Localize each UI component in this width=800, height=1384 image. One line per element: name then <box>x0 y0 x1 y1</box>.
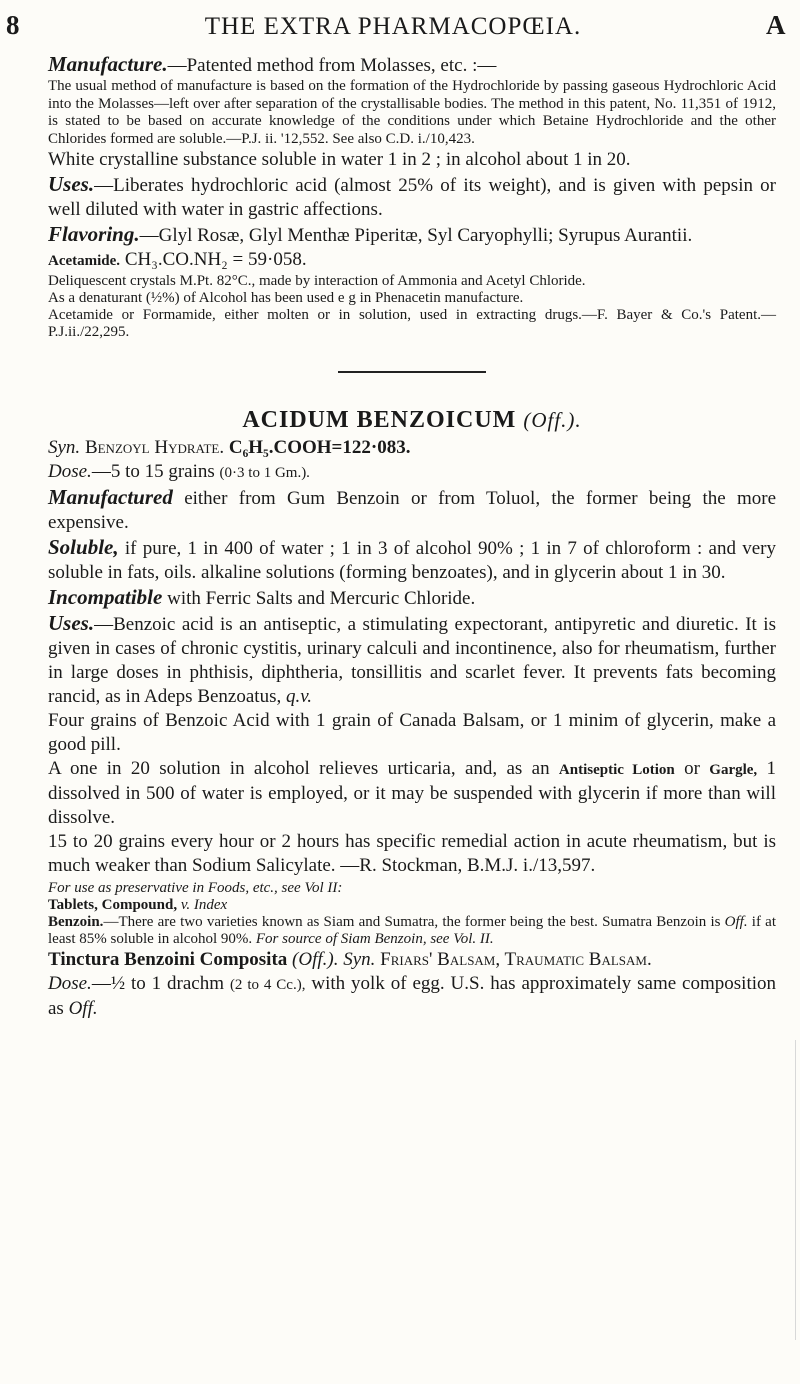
tinctura-dose-metric: (2 to 4 Cc.), <box>229 977 306 993</box>
tinctura-dose-text: —½ to 1 drachm <box>91 973 225 994</box>
acetamide-header <box>48 248 776 273</box>
tinctura-bold: Tinctura Benzoini Composita <box>48 949 288 970</box>
lotion-post: 1 dissolved in 500 of water is employed, or it may be suspended with glycerin if more than will dissolve. <box>48 758 777 828</box>
tablets-paragraph <box>48 897 776 914</box>
tablets-text: v. <box>180 897 191 913</box>
rheum-paragraph: 15 to 20 grains every hour or 2 hours has specific remedial action in acute rheumatism, but is much weaker than Sodium Salicylate. —R. Stockman, B.M.J. i./13,597. <box>48 831 776 876</box>
lotion-or: or <box>684 758 700 779</box>
uses-acid-heading: Uses. <box>48 611 95 635</box>
page-edge-line <box>795 1040 796 1340</box>
running-title: THE EXTRA PHARMACOPŒIA. <box>204 13 582 40</box>
incompatible-paragraph <box>48 585 776 611</box>
page-number: 8 <box>6 10 20 40</box>
lotion-bold: Antiseptic Lotion <box>558 762 675 778</box>
soluble-text: if pure, 1 in 400 of water ; 1 in 3 of alcohol 90% ; 1 in 7 of chloroform : and very soluble in fats, oils. alkaline solutions (forming benzoates), and in glycerin about 1 in 30. <box>48 538 776 583</box>
tinctura-off: (Off.). <box>292 949 339 970</box>
lotion-paragraph <box>48 757 776 830</box>
manufacture-detail: The usual method of manufacture is based on the formation of the Hydrochloride by passing gaseous Hydrochloric Acid into the Molasses—left over after separation of the crystallisable bodies. The method in this patent, No. 11,351 of 1912, is stated to be based on accurate knowledge of the conditions under which Betaine Hydrochloride and the other Chlorides formed are soluble.—P.J. ii. '12,552. See also C.D. i./10,423. <box>48 78 776 147</box>
tinctura-dose-text2: with yolk of egg. U.S. has approximately same composition as <box>48 973 776 1019</box>
running-header <box>6 10 786 50</box>
manufacture-paragraph <box>48 52 776 78</box>
benzoin-source: For source of Siam Benzoin, see Vol. II. <box>255 931 494 947</box>
uses-qv: q.v. <box>285 686 313 707</box>
acetamide-description: Deliquescent crystals M.Pt. 82°C., made by interaction of Ammonia and Acetyl Chloride. <box>48 273 586 289</box>
uses-text: —Liberates hydrochloric acid (almost 25% of its weight), and is given with pepsin or well diluted with water in gastric affections. <box>48 175 776 220</box>
preservative-note: For use as preservative in Foods, etc., see Vol II: <box>48 880 343 896</box>
synonym-formula: C₆H₅.COOH=122·083. <box>228 437 411 458</box>
uses-acid-paragraph <box>48 611 776 709</box>
tinctura-dose-off: Off. <box>68 998 98 1019</box>
uses-heading: Uses. <box>48 172 95 196</box>
benzoin-paragraph <box>48 914 776 948</box>
section-official-mark: (Off.). <box>523 408 582 432</box>
lotion-pre: A one in 20 solution in alcohol relieves urticaria, and, as an <box>48 758 550 779</box>
tinctura-dose-paragraph <box>48 972 776 1021</box>
benzoin-text: —There are two varieties known as Siam and Sumatra, the former being the best. Sumatra Benzoin is <box>103 914 721 930</box>
acetamide-formula: CH₃.CO.NH₂ = 59·058. <box>124 249 307 270</box>
tablets-index: Index <box>193 897 228 913</box>
solubility-text: White crystalline substance soluble in water 1 in 2 ; in alcohol about 1 in 20. <box>48 149 631 170</box>
synonym-text: Benzoyl Hydrate. <box>84 437 225 458</box>
section-title-text: ACIDUM BENZOICUM <box>242 407 517 433</box>
tinctura-syn: Syn. <box>343 949 376 970</box>
incompatible-text: with Ferric Salts and Mercuric Chloride. <box>167 588 476 609</box>
dose-metric: (0·3 to 1 Gm.). <box>219 465 310 481</box>
soluble-heading: Soluble, <box>48 535 119 559</box>
manufactured-heading: Manufactured <box>48 485 173 509</box>
gargle-bold: Gargle, <box>709 762 758 778</box>
page-body <box>48 52 776 1021</box>
pill-paragraph: Four grains of Benzoic Acid with 1 grain of Canada Balsam, or 1 minim of glycerin, make a good pill. <box>48 710 776 755</box>
benzoin-off: Off. <box>724 914 748 930</box>
tablets-bold: Tablets, Compound, <box>48 897 178 913</box>
flavoring-heading: Flavoring. <box>48 222 140 246</box>
acetamide-extracting: Acetamide or Formamide, either molten or in solution, used in extracting drugs.—F. Bayer & Co.'s Patent.—P.J.ii./22,295. <box>48 307 776 340</box>
dose-text: —5 to 15 grains <box>91 461 215 482</box>
section-divider <box>338 371 486 373</box>
tinctura-paragraph <box>48 948 776 972</box>
uses-acid-text: —Benzoic acid is an antiseptic, a stimulating expectorant, antipyretic and diuretic. It is given in cases of chronic cystitis, urinary calculi and incontinence, also for rheumatism, further in large doses in phthisis, diphtheria, tonsillitis and scarlet fever. It prevents fats becoming rancid, as in Adeps Benzoatus, <box>48 614 776 707</box>
flavoring-paragraph <box>48 222 776 248</box>
benzoin-bold: Benzoin. <box>48 914 104 930</box>
uses-paragraph <box>48 172 776 222</box>
section-title <box>48 407 776 434</box>
manufacture-heading: Manufacture. <box>48 52 168 76</box>
dose-paragraph <box>48 460 776 485</box>
manufactured-text: either from Gum Benzoin or from Toluol, the former being the more expensive. <box>48 488 777 533</box>
tinctura-syn-text: Friars' Balsam, Traumatic Balsam. <box>380 949 652 970</box>
incompatible-heading: Incompatible <box>48 585 163 609</box>
flavoring-text: —Glyl Rosæ, Glyl Menthæ Piperitæ, Syl Caryophylli; Syrupus Aurantii. <box>139 225 693 246</box>
acetamide-name: Acetamide. <box>48 253 121 269</box>
tinctura-dose-label: Dose. <box>48 973 92 994</box>
soluble-paragraph <box>48 535 776 585</box>
dose-label: Dose. <box>48 461 92 482</box>
benzoin-text2: if at least 85% soluble in alcohol 90%. <box>48 914 776 947</box>
synonym-paragraph <box>48 436 776 460</box>
section-letter: A <box>765 10 786 40</box>
manufactured-paragraph <box>48 485 776 535</box>
manufacture-intro: —Patented method from Molasses, etc. :— <box>167 55 497 76</box>
acetamide-denaturant: As a denaturant (½%) of Alcohol has been used e g in Phenacetin manufacture. <box>48 290 524 306</box>
synonym-label: Syn. <box>48 437 81 458</box>
